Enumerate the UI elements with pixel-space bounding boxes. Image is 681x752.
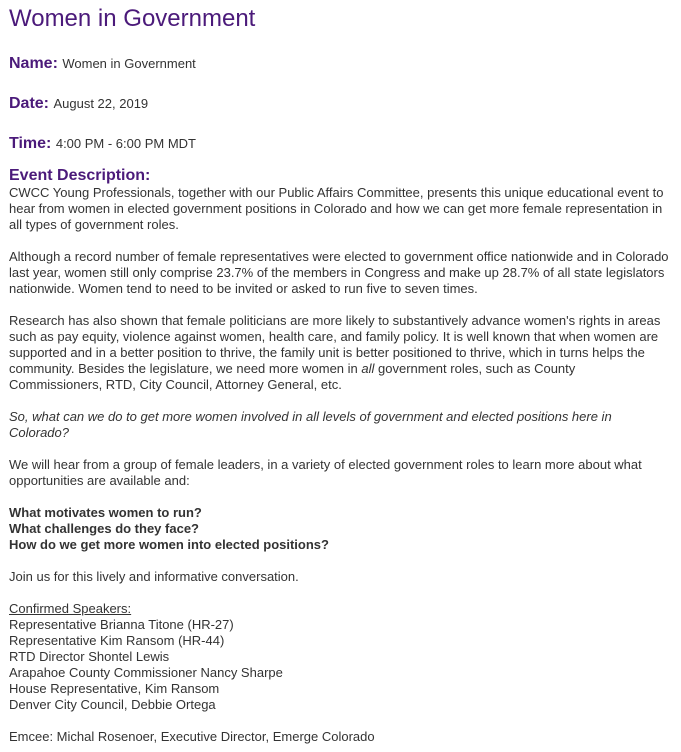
discussion-questions — [9, 505, 672, 553]
description-paragraph-5: We will hear from a group of female leaders, in a variety of elected government roles to learn more about what opportunities are available and: — [9, 457, 642, 488]
speakers-heading: Confirmed Speakers: — [9, 601, 132, 616]
question-item: What challenges do they face? — [9, 521, 199, 536]
event-name-field — [9, 54, 672, 74]
event-date-field — [9, 94, 672, 114]
speaker-item: House Representative, Kim Ransom — [9, 681, 220, 696]
emcee-text: Emcee: Michal Rosenoer, Executive Director, Emerge Colorado — [9, 729, 375, 744]
description-question-italic: So, what can we do to get more women involved in all levels of government and elected positions here in Colorado? — [9, 409, 612, 440]
date-label: Date: — [9, 95, 50, 112]
description-label: Event Description: — [9, 167, 151, 184]
event-time-field — [9, 134, 672, 154]
speaker-item: Denver City Council, Debbie Ortega — [9, 697, 216, 712]
question-item: What motivates women to run? — [9, 505, 202, 520]
description-paragraph-3 — [9, 313, 672, 393]
page-title: Women in Government — [9, 5, 256, 32]
speaker-item: Arapahoe County Commissioner Nancy Sharpe — [9, 665, 283, 680]
description-paragraph-2: Although a record number of female representatives were elected to government office nationwide and in Colorado last year, women still only comprise 23.7% of the members in Congress and make up 28.7% of all state legislators nationwide. Women tend to need to be invited or asked to run five to seven times. — [9, 249, 669, 296]
name-label: Name: — [9, 55, 58, 72]
paragraph-3-text-after: government roles, such as County Commissioners, RTD, City Council, Attorney General, etc. — [9, 361, 576, 392]
description-paragraph-1: CWCC Young Professionals, together with our Public Affairs Committee, presents this unique educational event to hear from women in elected government positions in Colorado and how we can get more female representation in all types of government roles. — [9, 185, 664, 232]
speakers-section — [9, 601, 672, 713]
name-value: Women in Government — [62, 56, 196, 71]
speaker-item: Representative Brianna Titone (HR-27) — [9, 617, 234, 632]
date-value: August 22, 2019 — [53, 96, 149, 111]
paragraph-3-text-before: Research has also shown that female politicians are more likely to substantively advance women's rights in areas such as pay equity, violence against women, health care, and family policy. It is well known that when women are supported and in a better position to thrive, the family unit is better positioned to thrive, which in turns helps the community. Besides the legislature, we need more women in — [9, 313, 661, 376]
time-label: Time: — [9, 135, 52, 152]
question-item: How do we get more women into elected positions? — [9, 537, 329, 552]
paragraph-3-emphasis: all — [361, 361, 375, 376]
speaker-item: Representative Kim Ransom (HR-44) — [9, 633, 225, 648]
speaker-item: RTD Director Shontel Lewis — [9, 649, 170, 664]
time-value: 4:00 PM - 6:00 PM MDT — [55, 136, 196, 151]
closing-text: Join us for this lively and informative conversation. — [9, 569, 299, 584]
